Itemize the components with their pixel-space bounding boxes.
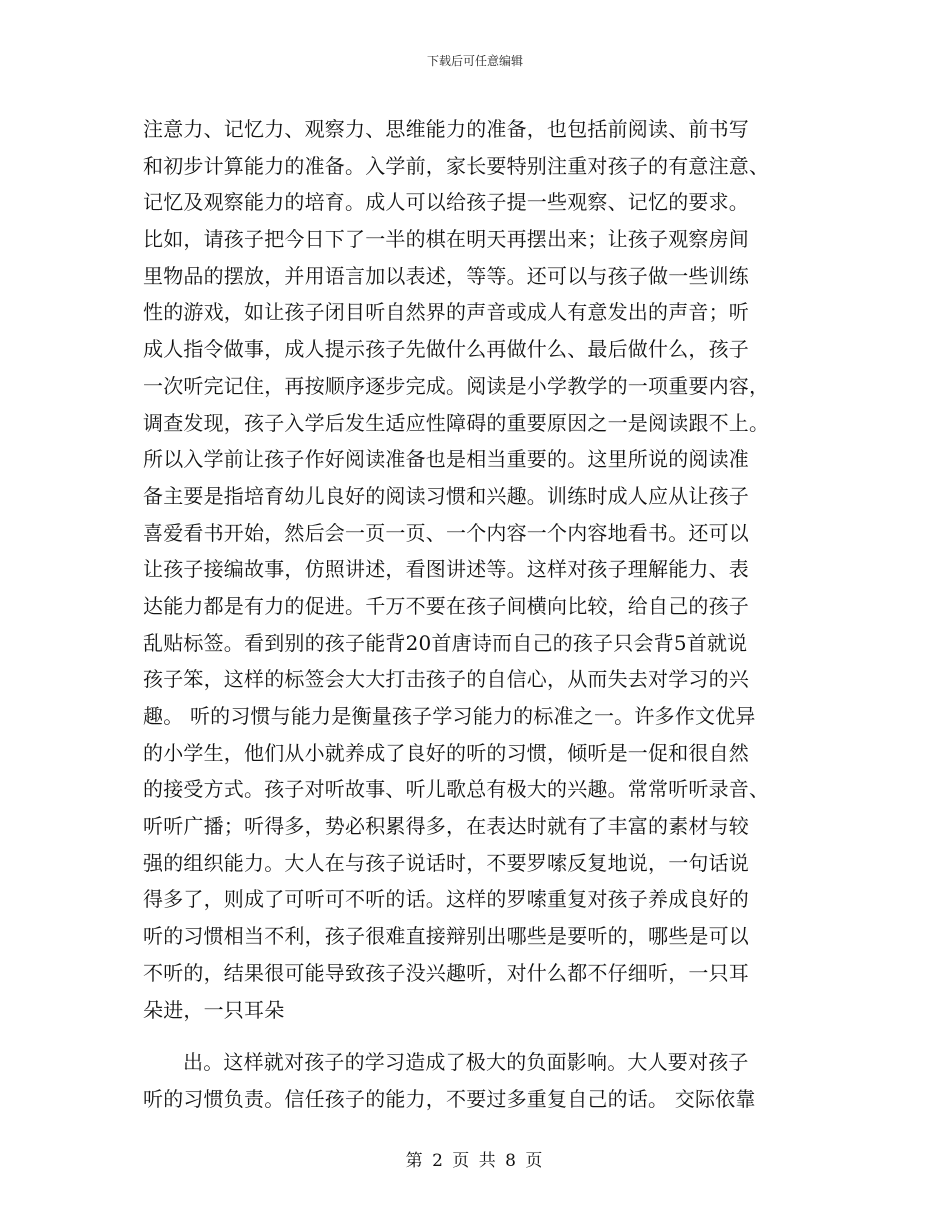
text-line: 听的习惯负责。信任孩子的能力，不要过多重复自己的话。 交际依靠	[143, 1086, 756, 1111]
text-line: 得多了，则成了可听可不听的话。这样的罗嗦重复对孩子养成良好的	[143, 887, 749, 912]
page-number-footer: 第 2 页 共 8 页	[405, 1151, 545, 1171]
text-line: 注意力、记忆力、观察力、思维能力的准备，也包括前阅读、前书写	[143, 117, 749, 141]
text-line: 和初步计算能力的准备。入学前，家长要特别注重对孩子的有意注意、	[143, 153, 770, 178]
text-line: 孩子笨，这样的标签会大大打击孩子的自信心，从而失去对学习的兴	[143, 667, 749, 692]
text-line: 趣。 听的习惯与能力是衡量孩子学习能力的标准之一。许多作文优异	[143, 704, 756, 728]
page-header: 下载后可任意编辑	[426, 54, 523, 68]
text-line: 不听的，结果很可能导致孩子没兴趣听，对什么都不仔细听，一只耳	[143, 960, 749, 985]
text-line: 成人指令做事，成人提示孩子先做什么再做什么、最后做什么，孩子	[143, 337, 749, 362]
text-line: 乱贴标签。看到别的孩子能背20首唐诗而自己的孩子只会背5首就说	[143, 630, 748, 655]
text-line: 朵进，一只耳朵	[143, 997, 285, 1022]
text-line: 记忆及观察能力的培育。成人可以给孩子提一些观察、记忆的要求。	[143, 190, 749, 215]
text-line: 强的组织能力。大人在与孩子说话时，不要罗嗦反复地说，一句话说	[143, 850, 749, 875]
text-line: 听听广播；听得多，势必积累得多，在表达时就有了丰富的素材与较	[143, 814, 749, 839]
text-line: 喜爱看书开始，然后会一页一页、一个内容一个内容地看书。还可以	[143, 520, 749, 545]
text-line: 一次听完记住，再按顺序逐步完成。阅读是小学教学的一项重要内容，	[143, 373, 770, 398]
text-line: 达能力都是有力的促进。千万不要在孩子间横向比较，给自己的孩子	[143, 593, 749, 618]
text-line: 出。这样就对孩子的学习造成了极大的负面影响。大人要对孩子	[183, 1050, 749, 1075]
text-line: 让孩子接编故事，仿照讲述，看图讲述等。这样对孩子理解能力、表	[143, 557, 749, 582]
text-line: 备主要是指培育幼儿良好的阅读习惯和兴趣。训练时成人应从让孩子	[143, 483, 749, 508]
paragraph-gap	[143, 1028, 813, 1044]
body-text	[143, 111, 813, 1118]
text-line: 比如，请孩子把今日下了一半的棋在明天再摆出来；让孩子观察房间	[143, 227, 749, 252]
text-line: 的接受方式。孩子对听故事、听儿歌总有极大的兴趣。常常听听录音、	[143, 777, 770, 802]
text-line: 里物品的摆放，并用语言加以表述，等等。还可以与孩子做一些训练	[143, 263, 749, 288]
text-line: 性的游戏，如让孩子闭目听自然界的声音或成人有意发出的声音；听	[143, 300, 749, 325]
text-line: 调查发现，孩子入学后发生适应性障碍的重要原因之一是阅读跟不上。	[143, 410, 770, 435]
text-line: 听的习惯相当不利，孩子很难直接辩别出哪些是要听的，哪些是可以	[143, 924, 749, 949]
text-line: 所以入学前让孩子作好阅读准备也是相当重要的。这里所说的阅读准	[143, 447, 749, 472]
text-line: 的小学生，他们从小就养成了良好的听的习惯，倾听是一促和很自然	[143, 740, 749, 765]
